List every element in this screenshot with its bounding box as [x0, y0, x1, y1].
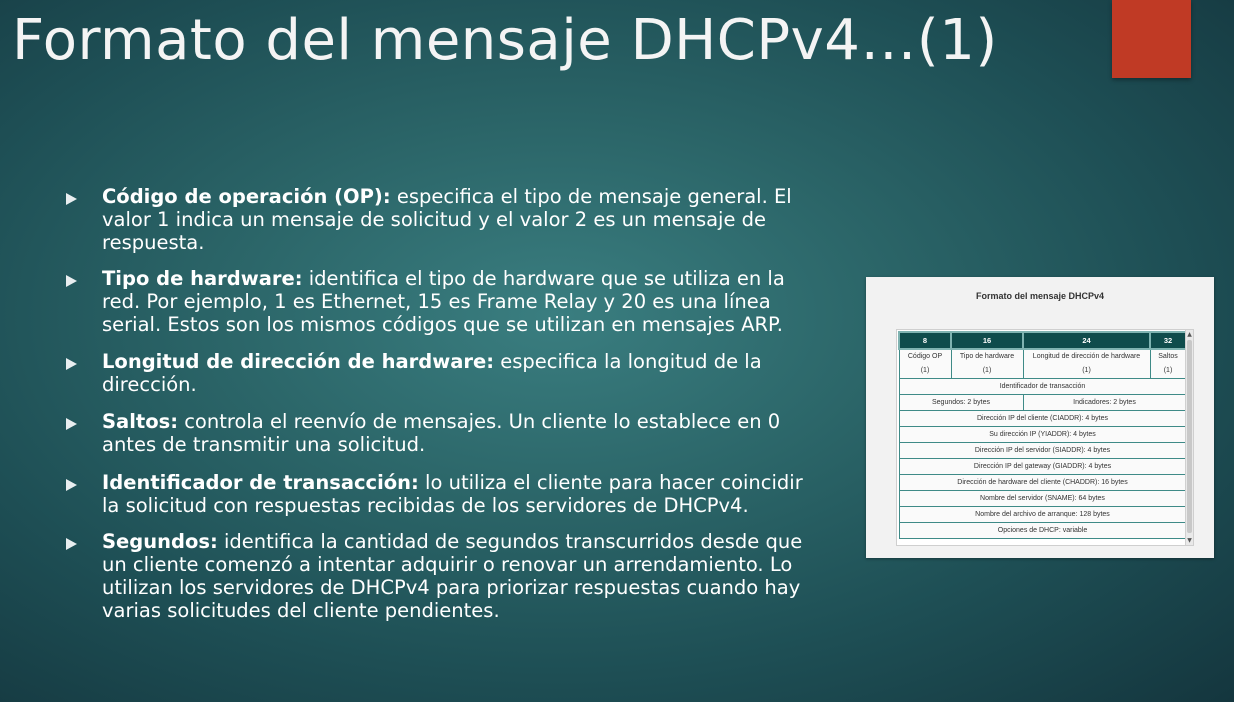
field-size: (1): [920, 367, 930, 374]
triangle-bullet-icon: [66, 358, 77, 370]
bit-header-cell: 32: [1150, 332, 1186, 349]
bit-header-cell: 16: [951, 332, 1023, 349]
bullet-description: identifica el tipo de hardware que se utiliza en la red. Por ejemplo, 1 es Ethernet, 15 es Frame Relay y 20 es una línea serial. Estos son los mismos códigos que se utilizan en mensajes ARP.: [102, 267, 785, 336]
bullet-term: Saltos:: [102, 410, 179, 433]
field-cell-boot-file: Nombre del archivo de arranque: 128 bytes: [899, 507, 1186, 523]
bit-header-cell: 24: [1023, 332, 1150, 349]
figure-table-container[interactable]: [896, 329, 1194, 546]
field-label: Código OP: [907, 353, 943, 360]
field-size: (1): [1163, 367, 1173, 374]
field-cell-hardware-address-length: [1023, 349, 1150, 379]
triangle-bullet-icon: [66, 418, 77, 430]
bit-header-row: [899, 332, 1186, 349]
triangle-bullet-icon: [66, 538, 77, 550]
field-cell-sname: Nombre del servidor (SNAME): 64 bytes: [899, 491, 1186, 507]
field-cell-options: Opciones de DHCP: variable: [899, 523, 1186, 539]
field-cell-transaction-id: Identificador de transacción: [899, 379, 1186, 395]
bit-header-cell: 8: [899, 332, 951, 349]
field-cell-hardware-type: [951, 349, 1023, 379]
bullet-hardware-type: [62, 267, 822, 336]
bullet-term: Tipo de hardware:: [102, 267, 303, 290]
scroll-down-arrow-icon[interactable]: ▼: [1187, 537, 1192, 544]
scroll-up-arrow-icon[interactable]: ▲: [1187, 331, 1192, 338]
figure-title: Formato del mensaje DHCPv4: [975, 291, 1105, 301]
field-cell-giaddr: Dirección IP del gateway (GIADDR): 4 bytes: [899, 459, 1186, 475]
field-cell-siaddr: Dirección IP del servidor (SIADDR): 4 bytes: [899, 443, 1186, 459]
bullet-hardware-address-length: [62, 350, 822, 396]
field-label: Saltos: [1158, 353, 1178, 360]
figure-scrollbar[interactable]: [1185, 330, 1193, 545]
field-cell-yiaddr: Su dirección IP (YIADDR): 4 bytes: [899, 427, 1186, 443]
field-cell-hops: [1150, 349, 1186, 379]
bullet-description: especifica el tipo de mensaje general. El valor 1 indica un mensaje de solicitud y el valor 2 es un mensaje de respuesta.: [102, 185, 792, 254]
field-cell-chaddr: Dirección de hardware del cliente (CHADDR): 16 bytes: [899, 475, 1186, 491]
field-row: [899, 523, 1186, 539]
field-row: [899, 507, 1186, 523]
dhcp-message-table: [898, 331, 1187, 539]
field-row: [899, 459, 1186, 475]
bullet-description: lo utiliza el cliente para hacer coincidir la solicitud con respuestas recibidas de los servidores de DHCPv4.: [102, 471, 803, 517]
scroll-thumb[interactable]: [1187, 340, 1192, 533]
field-cell-flags: Indicadores: 2 bytes: [1023, 395, 1186, 411]
field-cell-seconds: Segundos: 2 bytes: [899, 395, 1023, 411]
bullet-term: Longitud de dirección de hardware:: [102, 350, 495, 373]
accent-block: [1112, 0, 1191, 78]
dhcp-format-figure: [866, 277, 1214, 558]
field-row: [899, 427, 1186, 443]
bullet-term: Identificador de transacción:: [102, 471, 419, 494]
triangle-bullet-icon: [66, 275, 77, 287]
triangle-bullet-icon: [66, 479, 77, 491]
field-size: (1): [1082, 367, 1091, 374]
bullet-description: especifica la longitud de la dirección.: [102, 350, 762, 396]
bullet-description: identifica la cantidad de segundos transcurridos desde que un cliente comenzó a intentar adquirir o renovar un arrendamiento. Lo utilizan los servidores de DHCPv4 para priorizar respuestas cuando hay varias solicitudes del cliente pendientes.: [102, 530, 803, 622]
field-row: [899, 443, 1186, 459]
bullet-seconds: [62, 530, 822, 622]
bullet-term: Código de operación (OP):: [102, 185, 391, 208]
bullet-op-code: [62, 185, 822, 254]
triangle-bullet-icon: [66, 193, 77, 205]
field-label: Longitud de dirección de hardware: [1032, 353, 1141, 360]
field-row: [899, 491, 1186, 507]
field-row: [899, 411, 1186, 427]
bullet-description: controla el reenvío de mensajes. Un cliente lo establece en 0 antes de transmitir una solicitud.: [102, 410, 781, 456]
field-row: [899, 379, 1186, 395]
field-label: Tipo de hardware: [959, 353, 1015, 360]
field-row: [899, 395, 1186, 411]
bullet-transaction-id: [62, 471, 822, 517]
slide-title: Formato del mensaje DHCPv4…(1): [12, 8, 998, 73]
bullet-hops: [62, 410, 822, 456]
field-cell-ciaddr: Dirección IP del cliente (CIADDR): 4 bytes: [899, 411, 1186, 427]
bullet-list: [62, 185, 822, 622]
bullet-term: Segundos:: [102, 530, 218, 553]
field-row: [899, 349, 1186, 379]
field-cell-op-code: [899, 349, 951, 379]
field-size: (1): [982, 367, 992, 374]
field-row: [899, 475, 1186, 491]
